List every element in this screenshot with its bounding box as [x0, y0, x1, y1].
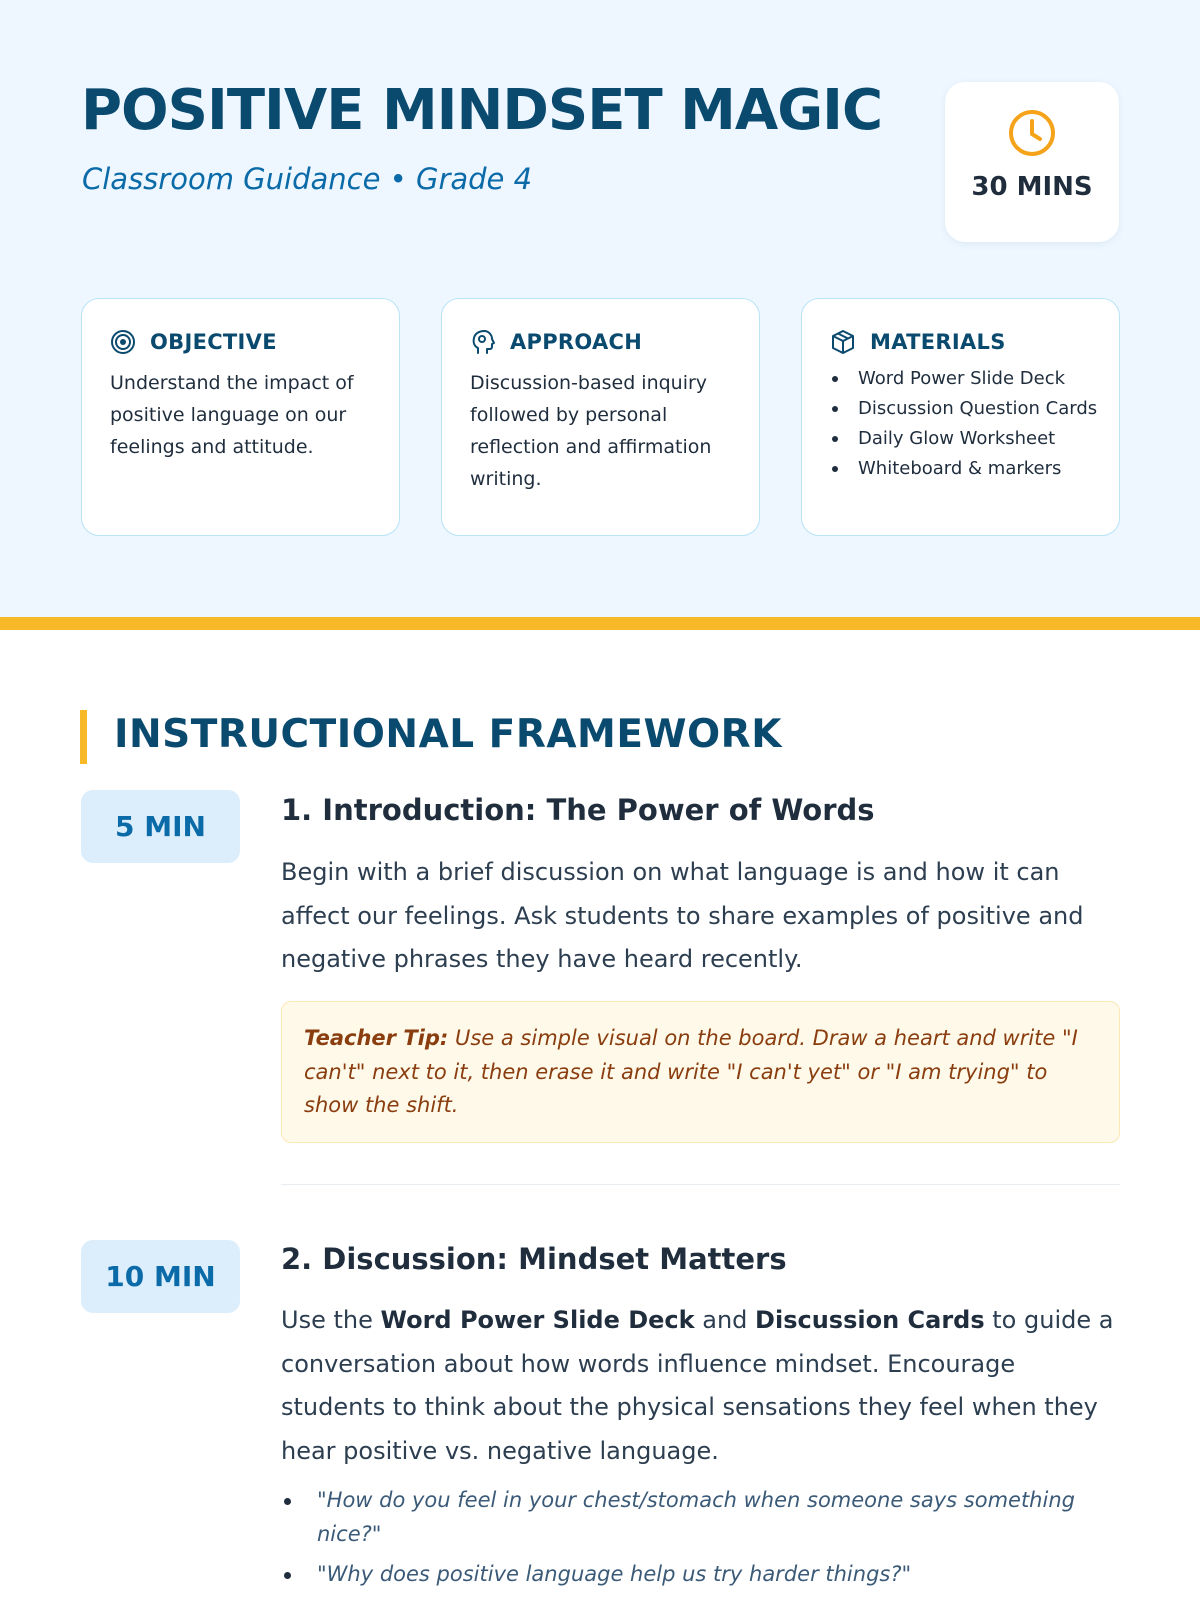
lesson-header [0, 0, 1200, 617]
discussion-questions [281, 1484, 1121, 1599]
card-text: Understand the impact of positive language on our feelings and attitude. [110, 372, 354, 458]
list-item: Whiteboard & markers [830, 455, 1110, 482]
material-name: Discussion Cards [755, 1306, 985, 1334]
question-item: "Why does positive language help us try harder things?" [281, 1558, 1121, 1592]
section-divider-bar [0, 617, 1200, 630]
tip-body: Use a simple visual on the board. Draw a heart and write "I can't" next to it, then erase it and write "I can't yet" or "I am trying" to show the shift. [304, 1026, 1078, 1117]
question-item: "How do you feel in your chest/stomach when someone says something nice?" [281, 1484, 1121, 1551]
material-name: Word Power Slide Deck [380, 1306, 695, 1334]
section-title: INSTRUCTIONAL FRAMEWORK [114, 712, 782, 757]
tip-label: Teacher Tip: [304, 1026, 449, 1050]
card-title: MATERIALS [870, 330, 1006, 354]
step-title: 2. Discussion: Mindset Matters [281, 1242, 787, 1276]
list-item: Word Power Slide Deck [830, 365, 1110, 392]
materials-list [830, 365, 1110, 485]
head-thinking-icon [470, 329, 496, 355]
clock-icon [1007, 108, 1057, 158]
step-title: 1. Introduction: The Power of Words [281, 793, 875, 827]
materials-card [801, 298, 1120, 536]
box-icon [830, 329, 856, 355]
card-title: APPROACH [510, 330, 643, 354]
page-subtitle: Classroom Guidance • Grade 4 [82, 162, 533, 196]
target-icon [110, 329, 136, 355]
card-text: Discussion-based inquiry followed by personal reflection and affirmation writing. [470, 372, 712, 490]
step-time-badge: 5 MIN [81, 790, 240, 863]
list-item: Daily Glow Worksheet [830, 425, 1110, 452]
duration-label: 30 MINS [971, 172, 1093, 202]
step-divider [281, 1184, 1120, 1185]
objective-card [81, 298, 400, 536]
list-item: Discussion Question Cards [830, 395, 1110, 422]
text-segment: Use the [281, 1306, 381, 1334]
step-time-badge: 10 MIN [81, 1240, 240, 1313]
approach-card [441, 298, 760, 536]
teacher-tip [281, 1001, 1120, 1143]
section-accent-bar [80, 710, 87, 764]
tip-text [304, 1022, 1097, 1123]
duration-card [945, 82, 1119, 242]
page-title: POSITIVE MINDSET MAGIC [81, 78, 883, 143]
text-segment: to guide a conversation about how words influence mindset. Encourage students to think about the physical sensations they feel when they hear positive vs. negative language. [281, 1306, 1114, 1465]
card-title: OBJECTIVE [150, 330, 277, 354]
text-segment: and [694, 1306, 756, 1334]
step-description: Begin with a brief discussion on what language is and how it can affect our feelings. Ask students to share examples of positive and negative phrases they have heard recently. [281, 858, 1084, 973]
step-description [281, 1299, 1121, 1473]
